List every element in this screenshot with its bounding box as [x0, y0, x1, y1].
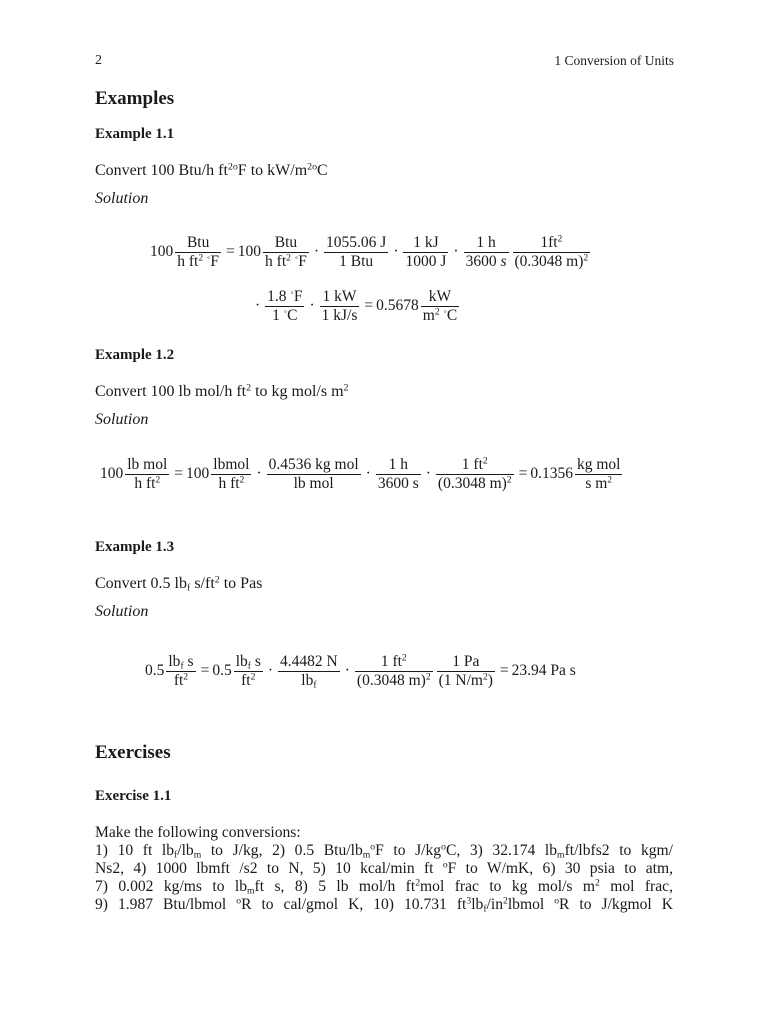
example-1-3-title: Example 1.3 — [95, 539, 175, 555]
example-1-2-solution-label: Solution — [95, 411, 149, 428]
example-1-3-result: 23.94 — [511, 662, 547, 680]
exercise-line-3: 7) 0.002 kg/ms to $lb_mft$ s, 8) 5 lb mol/h $ft^2mol$ frac to kg mol/s $m^2$ mol frac, — [95, 877, 673, 897]
example-1-1-result: 0.5678 — [376, 297, 419, 315]
exercise-1-1-text — [95, 824, 673, 914]
example-1-2-result: 0.1356 — [530, 465, 573, 483]
exercise-line-1: 1) 10 ft $lb_f/lb_m$ to J/kg, 2) 0.5 Btu/$lb_m^oF$ to $J/kg^oC$, 3) 32.174 $lb_mft/lbfs2$ to kgm/ — [95, 841, 673, 861]
example-1-2-title: Example 1.2 — [95, 347, 175, 363]
example-1-2-statement: Convert 100 lb mol/h $ft^2$ to kg mol/s $m^2$ — [95, 382, 349, 400]
exercise-line-4: 9) 1.987 Btu/lbmol $^o$R to cal/gmol K, 10) 10.731 $ft^3lb_f/in^2lbmol$ $^o$R to J/kgmol K — [95, 895, 673, 915]
example-1-1-equation-line-2: · $\frac{1.8 ^◦F}{1 ^◦C}$ · $\frac{1 kW}{1 kJ/s}$ = 0.5678 $\frac{kW}{m^2 ^◦C}$ — [255, 287, 458, 324]
exercise-1-1-title: Exercise 1.1 — [95, 788, 172, 804]
exercises-heading: Exercises — [95, 742, 171, 763]
example-1-1-equation-line-1: 100 $\frac{\text{Btu}}{h ft^2 ^◦F}$ = 100 $\frac{\text{Btu}}{h ft^2 ^◦F}$ · $\frac{1055.06 J}{\text{1 Btu}}$ · $\frac{1 kJ}{1000 J}$ · $\frac{1 h}{3600 s}$ $\frac{1ft^2}{(0.3048 m)^2}$ — [150, 233, 589, 270]
example-1-3-statement: Convert 0.5 $lb_f$ $s/ft^2$ to Pas — [95, 574, 263, 594]
exercise-intro: Make the following conversions: — [95, 824, 301, 841]
example-1-2-equation: 100 $\frac{\text{lb mol}}{h ft^2}$ = 100 $\frac{\text{lbmol}}{h ft^2}$ · $\frac{\text{0.4536 kg mol}}{\text{lb mol}}$ · $\frac{1 h}{3600 s}$ · $\frac{1 ft^2}{(0.3048 m)^2}$ = 0.1356 $\frac{\text{kg mol}}{s m^2}$ — [100, 455, 621, 492]
example-1-3-solution-label: Solution — [95, 603, 149, 620]
example-1-3-equation: 0.5 $\frac{lb_f s}{ft^2}$ = 0.5 $\frac{lb_f s}{ft^2}$ · $\frac{4.4482 N}{lb_f}$ · $\frac{1 ft^2}{(0.3048 m)^2}$ $\frac{1 Pa}{(1 N/m^2)}$ = 23.94 Pa s — [145, 652, 576, 691]
running-title: 1 Conversion of Units — [554, 53, 674, 68]
examples-heading: Examples — [95, 88, 175, 109]
exercise-line-2: Ns2, 4) 1000 lbmft /s2 to N, 5) 10 kcal/min ft $^o$F to W/mK, 6) 30 psia to atm, — [95, 859, 673, 877]
example-1-1-statement: Convert 100 Btu/h $ft^{2o}F$ to $kW/m^{2o}C$ — [95, 161, 328, 179]
page-number: 2 — [95, 53, 102, 68]
example-1-1-solution-label: Solution — [95, 190, 149, 207]
example-1-1-title: Example 1.1 — [95, 126, 175, 142]
